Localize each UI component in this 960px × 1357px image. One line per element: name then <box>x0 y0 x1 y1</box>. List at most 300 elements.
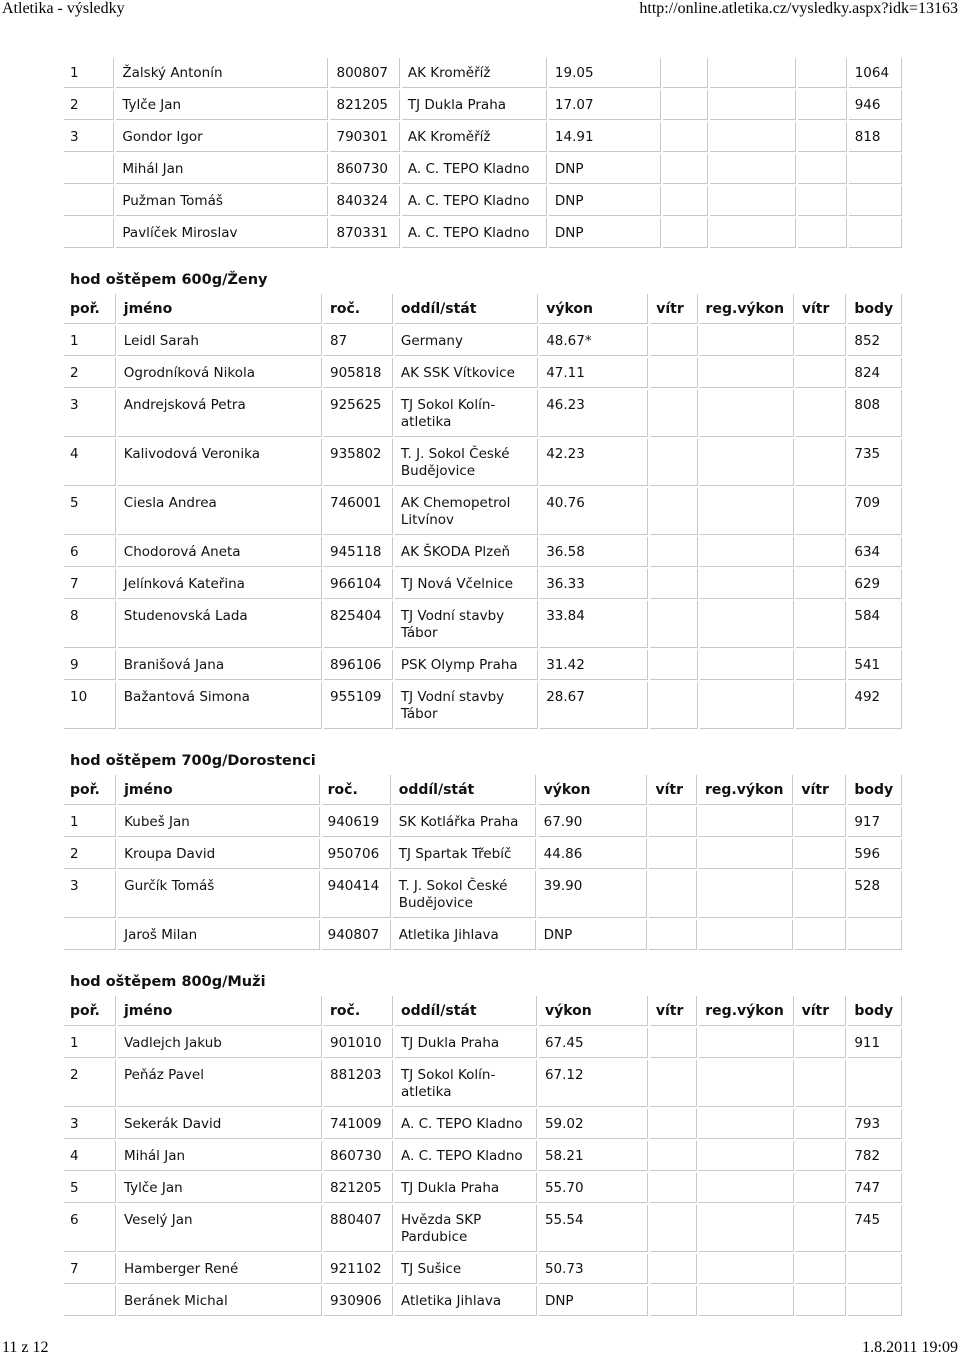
print-footer-datetime: 1.8.2011 19:09 <box>862 1339 958 1356</box>
table-row <box>64 682 902 729</box>
cell-club: TJ Sokol Kolín-atletika <box>395 390 538 437</box>
cell-year: 860730 <box>324 1141 393 1171</box>
cell-wind <box>663 186 708 216</box>
cell-performance: 55.70 <box>539 1173 648 1203</box>
cell-reg-wind <box>796 1028 847 1058</box>
table-header-row <box>64 996 902 1026</box>
table-row <box>64 1109 902 1139</box>
cell-name: Pužman Tomáš <box>116 186 328 216</box>
cell-performance: 19.05 <box>549 58 661 88</box>
cell-rank: 3 <box>64 871 116 918</box>
cell-club: Atletika Jihlava <box>393 920 536 950</box>
cell-points: 709 <box>848 488 902 535</box>
cell-club: PSK Olymp Praha <box>395 650 538 680</box>
cell-points: 541 <box>848 650 902 680</box>
table-row <box>64 601 902 648</box>
cell-reg-performance <box>699 871 793 918</box>
cell-reg-wind <box>798 186 847 216</box>
cell-performance: 36.58 <box>540 537 648 567</box>
results-table <box>62 292 904 731</box>
cell-year: 940414 <box>322 871 391 918</box>
cell-name: Sekerák David <box>118 1109 322 1139</box>
cell-wind <box>650 1028 697 1058</box>
cell-club: A. C. TEPO Kladno <box>395 1109 537 1139</box>
cell-year: 800807 <box>330 58 399 88</box>
section-gap <box>0 250 960 262</box>
section-title: hod oštěpem 700g/Dorostenci <box>70 753 316 769</box>
table-row <box>64 358 902 388</box>
cell-year: 925625 <box>324 390 393 437</box>
cell-reg-performance <box>699 1286 793 1316</box>
cell-reg-performance <box>700 488 794 535</box>
cell-club: A. C. TEPO Kladno <box>402 186 547 216</box>
section-title: hod oštěpem 800g/Muži <box>70 974 266 990</box>
cell-wind <box>650 1060 697 1107</box>
cell-reg-performance <box>700 358 794 388</box>
cell-club: Hvězda SKP Pardubice <box>395 1205 537 1252</box>
cell-name: Pavlíček Miroslav <box>116 218 328 248</box>
cell-club: AK Chemopetrol Litvínov <box>395 488 538 535</box>
cell-reg-performance <box>700 682 794 729</box>
cell-year: 945118 <box>324 537 393 567</box>
cell-reg-wind <box>798 218 847 248</box>
cell-reg-performance <box>699 1254 793 1284</box>
table-header-row <box>64 775 902 805</box>
cell-reg-performance <box>699 839 793 869</box>
cell-reg-performance <box>699 1028 793 1058</box>
cell-points: 808 <box>848 390 902 437</box>
table-row <box>64 1173 902 1203</box>
cell-year: 921102 <box>324 1254 393 1284</box>
table-row <box>64 569 902 599</box>
cell-year: 940807 <box>322 920 391 950</box>
cell-rank: 8 <box>64 601 116 648</box>
cell-reg-performance <box>700 601 794 648</box>
cell-rank <box>64 920 116 950</box>
cell-year: 950706 <box>322 839 391 869</box>
cell-rank: 2 <box>64 839 116 869</box>
cell-points: 852 <box>848 326 902 356</box>
cell-points: 596 <box>848 839 902 869</box>
cell-rank: 2 <box>64 90 114 120</box>
cell-club: A. C. TEPO Kladno <box>395 1141 537 1171</box>
cell-rank: 5 <box>64 488 116 535</box>
cell-club: TJ Sušice <box>395 1254 537 1284</box>
cell-reg-wind <box>796 488 847 535</box>
cell-performance: DNP <box>538 920 648 950</box>
section-gap <box>0 731 960 743</box>
cell-performance: 67.45 <box>539 1028 648 1058</box>
cell-wind <box>650 326 697 356</box>
cell-rank: 6 <box>64 1205 116 1252</box>
column-header-performance: výkon <box>539 996 648 1026</box>
column-header-points: body <box>848 294 902 324</box>
cell-reg-performance <box>700 650 794 680</box>
table-row <box>64 839 902 869</box>
cell-rank: 10 <box>64 682 116 729</box>
cell-points <box>848 1060 902 1107</box>
column-header-reg-wind: vítr <box>796 294 847 324</box>
table-row <box>64 650 902 680</box>
cell-name: Hamberger René <box>118 1254 322 1284</box>
cell-club: TJ Vodní stavby Tábor <box>395 601 538 648</box>
cell-name: Leidl Sarah <box>118 326 322 356</box>
cell-wind <box>650 358 697 388</box>
cell-name: Tylče Jan <box>118 1173 322 1203</box>
cell-rank: 1 <box>64 326 116 356</box>
cell-reg-wind <box>796 601 847 648</box>
cell-club: TJ Sokol Kolín-atletika <box>395 1060 537 1107</box>
cell-name: Chodorová Aneta <box>118 537 322 567</box>
cell-name: Mihál Jan <box>116 154 328 184</box>
cell-reg-performance <box>699 1141 793 1171</box>
cell-wind <box>650 601 697 648</box>
cell-year: 935802 <box>324 439 393 486</box>
cell-wind <box>663 58 708 88</box>
cell-name: Gondor Igor <box>116 122 328 152</box>
cell-club: T. J. Sokol České Budějovice <box>395 439 538 486</box>
column-header-club: oddíl/stát <box>395 996 537 1026</box>
cell-reg-performance <box>710 186 796 216</box>
cell-club: T. J. Sokol České Budějovice <box>393 871 536 918</box>
column-header-wind: vítr <box>650 996 697 1026</box>
section-title: hod oštěpem 600g/Ženy <box>70 272 268 288</box>
cell-rank <box>64 186 114 216</box>
table-row <box>64 807 902 837</box>
cell-performance: DNP <box>549 218 661 248</box>
cell-year: 955109 <box>324 682 393 729</box>
cell-rank: 4 <box>64 1141 116 1171</box>
column-header-year: roč. <box>324 996 393 1026</box>
cell-name: Kalivodová Veronika <box>118 439 322 486</box>
cell-club: Atletika Jihlava <box>395 1286 537 1316</box>
cell-wind <box>649 920 697 950</box>
cell-points <box>849 186 902 216</box>
cell-rank: 9 <box>64 650 116 680</box>
cell-performance: 28.67 <box>540 682 648 729</box>
cell-year: 870331 <box>330 218 399 248</box>
cell-rank: 7 <box>64 569 116 599</box>
cell-performance: 67.12 <box>539 1060 648 1107</box>
results-table <box>62 56 904 250</box>
cell-name: Peňáz Pavel <box>118 1060 322 1107</box>
cell-reg-performance <box>700 569 794 599</box>
cell-points: 946 <box>849 90 902 120</box>
cell-club: TJ Vodní stavby Tábor <box>395 682 538 729</box>
cell-year: 896106 <box>324 650 393 680</box>
cell-name: Branišová Jana <box>118 650 322 680</box>
cell-year: 840324 <box>330 186 399 216</box>
column-header-rank: poř. <box>64 996 116 1026</box>
cell-rank <box>64 154 114 184</box>
cell-performance: 55.54 <box>539 1205 648 1252</box>
cell-reg-performance <box>710 122 796 152</box>
cell-performance: 46.23 <box>540 390 648 437</box>
cell-club: TJ Dukla Praha <box>395 1028 537 1058</box>
cell-performance: 42.23 <box>540 439 648 486</box>
cell-name: Ogrodníková Nikola <box>118 358 322 388</box>
cell-performance: 48.67* <box>540 326 648 356</box>
cell-rank: 3 <box>64 1109 116 1139</box>
cell-name: Beránek Michal <box>118 1286 322 1316</box>
cell-points: 745 <box>848 1205 902 1252</box>
table-row <box>64 122 902 152</box>
cell-reg-performance <box>699 1173 793 1203</box>
cell-club: AK Kroměříž <box>402 58 547 88</box>
cell-year: 790301 <box>330 122 399 152</box>
section-gap <box>0 952 960 964</box>
column-header-year: roč. <box>322 775 391 805</box>
table-row <box>64 1141 902 1171</box>
cell-rank: 4 <box>64 439 116 486</box>
cell-wind <box>650 569 697 599</box>
print-header-url: http://online.atletika.cz/vysledky.aspx?idk=13163 <box>639 0 958 17</box>
cell-rank: 3 <box>64 390 116 437</box>
cell-points: 917 <box>848 807 902 837</box>
table-row <box>64 326 902 356</box>
cell-performance: 14.91 <box>549 122 661 152</box>
cell-year: 880407 <box>324 1205 393 1252</box>
cell-year: 821205 <box>324 1173 393 1203</box>
cell-points: 747 <box>848 1173 902 1203</box>
cell-rank: 2 <box>64 1060 116 1107</box>
cell-name: Vadlejch Jakub <box>118 1028 322 1058</box>
cell-reg-wind <box>796 390 847 437</box>
cell-wind <box>650 1109 697 1139</box>
cell-reg-wind <box>796 537 847 567</box>
cell-reg-performance <box>699 1109 793 1139</box>
cell-year: 746001 <box>324 488 393 535</box>
cell-reg-wind <box>796 1109 847 1139</box>
table-row <box>64 488 902 535</box>
table-row <box>64 871 902 918</box>
cell-wind <box>650 650 697 680</box>
cell-performance: 17.07 <box>549 90 661 120</box>
cell-wind <box>650 1173 697 1203</box>
cell-performance: 40.76 <box>540 488 648 535</box>
column-header-reg-wind: vítr <box>795 775 846 805</box>
cell-reg-performance <box>699 1205 793 1252</box>
cell-year: 940619 <box>322 807 391 837</box>
table-row <box>64 1286 902 1316</box>
cell-club: A. C. TEPO Kladno <box>402 154 547 184</box>
cell-rank: 1 <box>64 807 116 837</box>
table-row <box>64 1205 902 1252</box>
cell-points: 782 <box>848 1141 902 1171</box>
cell-reg-wind <box>796 682 847 729</box>
cell-wind <box>650 1286 697 1316</box>
cell-name: Studenovská Lada <box>118 601 322 648</box>
cell-wind <box>650 682 697 729</box>
cell-points: 528 <box>848 871 902 918</box>
cell-reg-wind <box>796 326 847 356</box>
cell-year: 825404 <box>324 601 393 648</box>
table-row <box>64 1028 902 1058</box>
column-header-name: jméno <box>118 996 322 1026</box>
table-row <box>64 537 902 567</box>
table-row <box>64 58 902 88</box>
column-header-club: oddíl/stát <box>395 294 538 324</box>
cell-year: 87 <box>324 326 393 356</box>
results-table <box>62 773 904 952</box>
column-header-performance: výkon <box>538 775 648 805</box>
cell-points <box>848 1286 902 1316</box>
cell-points: 492 <box>848 682 902 729</box>
cell-wind <box>663 154 708 184</box>
cell-wind <box>650 537 697 567</box>
cell-year: 881203 <box>324 1060 393 1107</box>
cell-club: TJ Spartak Třebíč <box>393 839 536 869</box>
cell-performance: DNP <box>539 1286 648 1316</box>
column-header-rank: poř. <box>64 294 116 324</box>
table-row <box>64 390 902 437</box>
cell-reg-wind <box>796 1254 847 1284</box>
cell-club: Germany <box>395 326 538 356</box>
cell-reg-performance <box>710 154 796 184</box>
cell-reg-wind <box>796 439 847 486</box>
cell-wind <box>649 807 697 837</box>
cell-name: Žalský Antonín <box>116 58 328 88</box>
cell-performance: 33.84 <box>540 601 648 648</box>
cell-points <box>848 1254 902 1284</box>
cell-name: Kroupa David <box>118 839 320 869</box>
table-row <box>64 1060 902 1107</box>
cell-reg-wind <box>798 154 847 184</box>
cell-reg-performance <box>700 439 794 486</box>
column-header-reg-wind: vítr <box>796 996 847 1026</box>
table-row <box>64 1254 902 1284</box>
table-row <box>64 218 902 248</box>
cell-year: 901010 <box>324 1028 393 1058</box>
cell-reg-performance <box>699 807 793 837</box>
cell-reg-performance <box>700 537 794 567</box>
cell-performance: 67.90 <box>538 807 648 837</box>
cell-reg-wind <box>798 122 847 152</box>
column-header-name: jméno <box>118 775 320 805</box>
cell-points: 634 <box>848 537 902 567</box>
cell-wind <box>650 488 697 535</box>
cell-points <box>849 154 902 184</box>
print-header-title: Atletika - výsledky <box>2 0 125 17</box>
cell-club: TJ Dukla Praha <box>402 90 547 120</box>
column-header-performance: výkon <box>540 294 648 324</box>
cell-name: Tylče Jan <box>116 90 328 120</box>
cell-points: 584 <box>848 601 902 648</box>
column-header-wind: vítr <box>650 294 697 324</box>
cell-reg-wind <box>796 358 847 388</box>
cell-name: Bažantová Simona <box>118 682 322 729</box>
cell-reg-wind <box>796 1141 847 1171</box>
cell-rank: 2 <box>64 358 116 388</box>
cell-reg-wind <box>795 871 846 918</box>
cell-performance: 47.11 <box>540 358 648 388</box>
column-header-club: oddíl/stát <box>393 775 536 805</box>
cell-points: 818 <box>849 122 902 152</box>
cell-points: 735 <box>848 439 902 486</box>
cell-reg-performance <box>710 90 796 120</box>
cell-performance: 50.73 <box>539 1254 648 1284</box>
print-footer-page: 11 z 12 <box>2 1339 49 1356</box>
cell-name: Andrejsková Petra <box>118 390 322 437</box>
cell-reg-wind <box>795 920 846 950</box>
cell-rank: 3 <box>64 122 114 152</box>
cell-wind <box>650 1205 697 1252</box>
cell-reg-performance <box>700 326 794 356</box>
cell-reg-wind <box>795 807 846 837</box>
table-row <box>64 920 902 950</box>
cell-club: AK Kroměříž <box>402 122 547 152</box>
cell-rank: 7 <box>64 1254 116 1284</box>
cell-year: 821205 <box>330 90 399 120</box>
cell-name: Jaroš Milan <box>118 920 320 950</box>
cell-reg-wind <box>795 839 846 869</box>
cell-reg-performance <box>710 218 796 248</box>
cell-club: SK Kotlářka Praha <box>393 807 536 837</box>
cell-name: Gurčík Tomáš <box>118 871 320 918</box>
cell-reg-wind <box>796 1286 847 1316</box>
cell-points <box>849 218 902 248</box>
cell-club: AK ŠKODA Plzeň <box>395 537 538 567</box>
cell-wind <box>663 122 708 152</box>
column-header-name: jméno <box>118 294 322 324</box>
cell-club: A. C. TEPO Kladno <box>402 218 547 248</box>
cell-rank <box>64 1286 116 1316</box>
cell-points: 1064 <box>849 58 902 88</box>
cell-reg-wind <box>796 1173 847 1203</box>
table-row <box>64 154 902 184</box>
cell-performance: 36.33 <box>540 569 648 599</box>
cell-wind <box>663 218 708 248</box>
cell-reg-wind <box>798 58 847 88</box>
cell-reg-wind <box>798 90 847 120</box>
cell-performance: 59.02 <box>539 1109 648 1139</box>
cell-wind <box>650 1254 697 1284</box>
table-row <box>64 439 902 486</box>
cell-year: 741009 <box>324 1109 393 1139</box>
cell-wind <box>650 439 697 486</box>
cell-performance: 39.90 <box>538 871 648 918</box>
cell-year: 966104 <box>324 569 393 599</box>
cell-performance: 31.42 <box>540 650 648 680</box>
cell-performance: DNP <box>549 186 661 216</box>
column-header-wind: vítr <box>649 775 697 805</box>
column-header-points: body <box>848 775 902 805</box>
column-header-points: body <box>848 996 902 1026</box>
cell-year: 930906 <box>324 1286 393 1316</box>
cell-points: 793 <box>848 1109 902 1139</box>
results-content <box>0 56 960 1318</box>
cell-reg-performance <box>710 58 796 88</box>
cell-reg-wind <box>796 1205 847 1252</box>
cell-points: 629 <box>848 569 902 599</box>
cell-reg-wind <box>796 1060 847 1107</box>
results-table <box>62 994 904 1318</box>
cell-wind <box>649 839 697 869</box>
cell-performance: 58.21 <box>539 1141 648 1171</box>
cell-points <box>848 920 902 950</box>
column-header-reg-performance: reg.výkon <box>699 996 793 1026</box>
cell-wind <box>649 871 697 918</box>
cell-points: 911 <box>848 1028 902 1058</box>
cell-reg-performance <box>700 390 794 437</box>
cell-name: Mihál Jan <box>118 1141 322 1171</box>
cell-year: 860730 <box>330 154 399 184</box>
cell-name: Jelínková Kateřina <box>118 569 322 599</box>
table-row <box>64 90 902 120</box>
cell-performance: 44.86 <box>538 839 648 869</box>
cell-points: 824 <box>848 358 902 388</box>
cell-club: TJ Dukla Praha <box>395 1173 537 1203</box>
